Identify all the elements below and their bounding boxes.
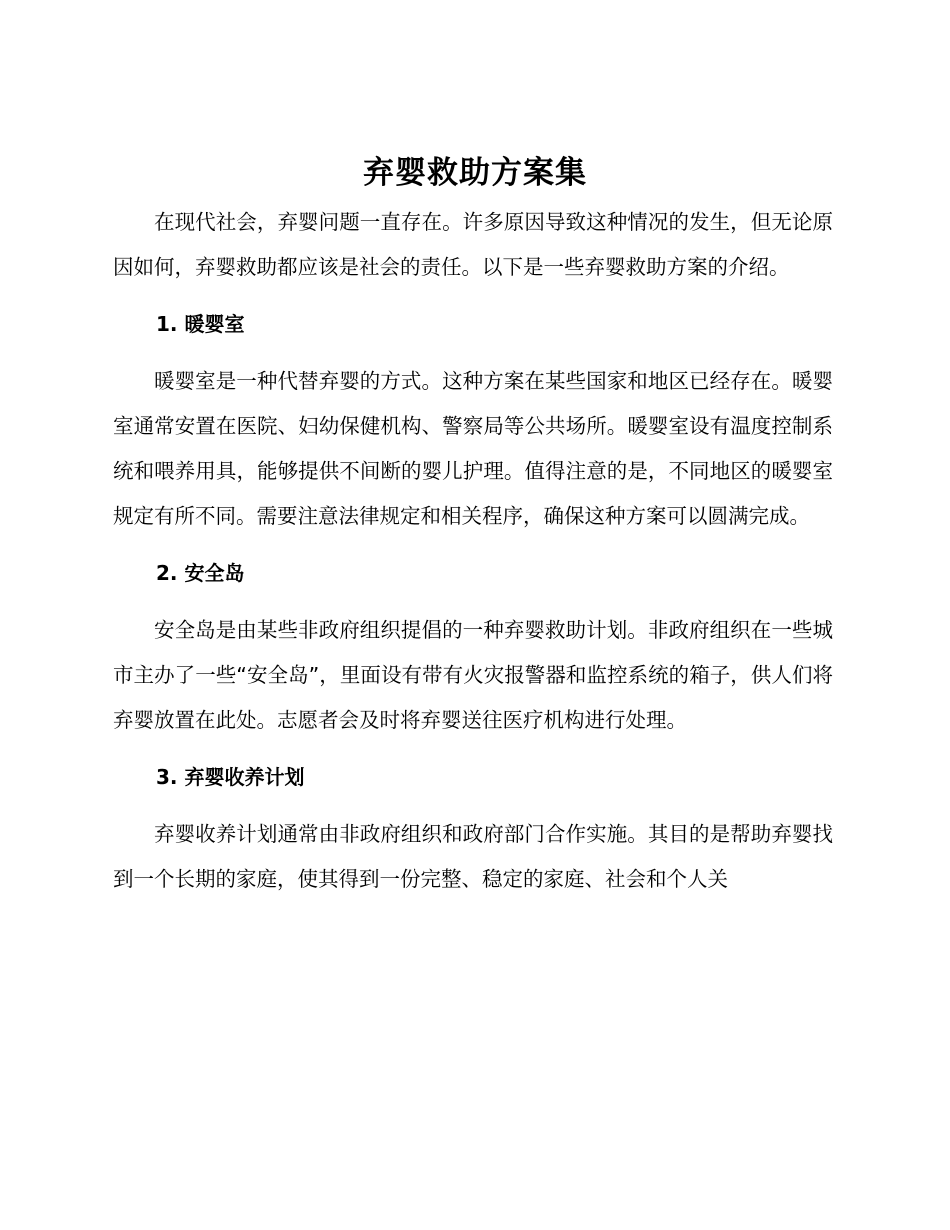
- section-heading-3: 3. 弃婴收养计划: [156, 765, 305, 789]
- section-heading-1: 1. 暖婴室: [156, 312, 245, 336]
- section-heading-2: 2. 安全岛: [156, 561, 245, 585]
- document-body: [113, 200, 833, 902]
- document-title: 弃婴救助方案集: [363, 155, 587, 191]
- section-body-1: 暖婴室是一种代替弃婴的方式。这种方案在某些国家和地区已经存在。暖婴室通常安置在医院、妇幼保健机构、警察局等公共场所。暖婴室设有温度控制系统和喂养用具，能够提供不间断的婴儿护理。值得注意的是，不同地区的暖婴室规定有所不同。需要注意法律规定和相关程序，确保这种方案可以圆满完成。: [113, 369, 833, 528]
- intro-paragraph: 在现代社会，弃婴问题一直存在。许多原因导致这种情况的发生，但无论原因如何，弃婴救助都应该是社会的责任。以下是一些弃婴救助方案的介绍。: [113, 210, 833, 279]
- section-body-3: 弃婴收养计划通常由非政府组织和政府部门合作实施。其目的是帮助弃婴找到一个长期的家庭，使其得到一份完整、稳定的家庭、社会和个人关: [113, 822, 833, 891]
- section-body-2: 安全岛是由某些非政府组织提倡的一种弃婴救助计划。非政府组织在一些城市主办了一些“安全岛”，里面设有带有火灾报警器和监控系统的箱子，供人们将弃婴放置在此处。志愿者会及时将弃婴送往医疗机构进行处理。: [113, 618, 833, 732]
